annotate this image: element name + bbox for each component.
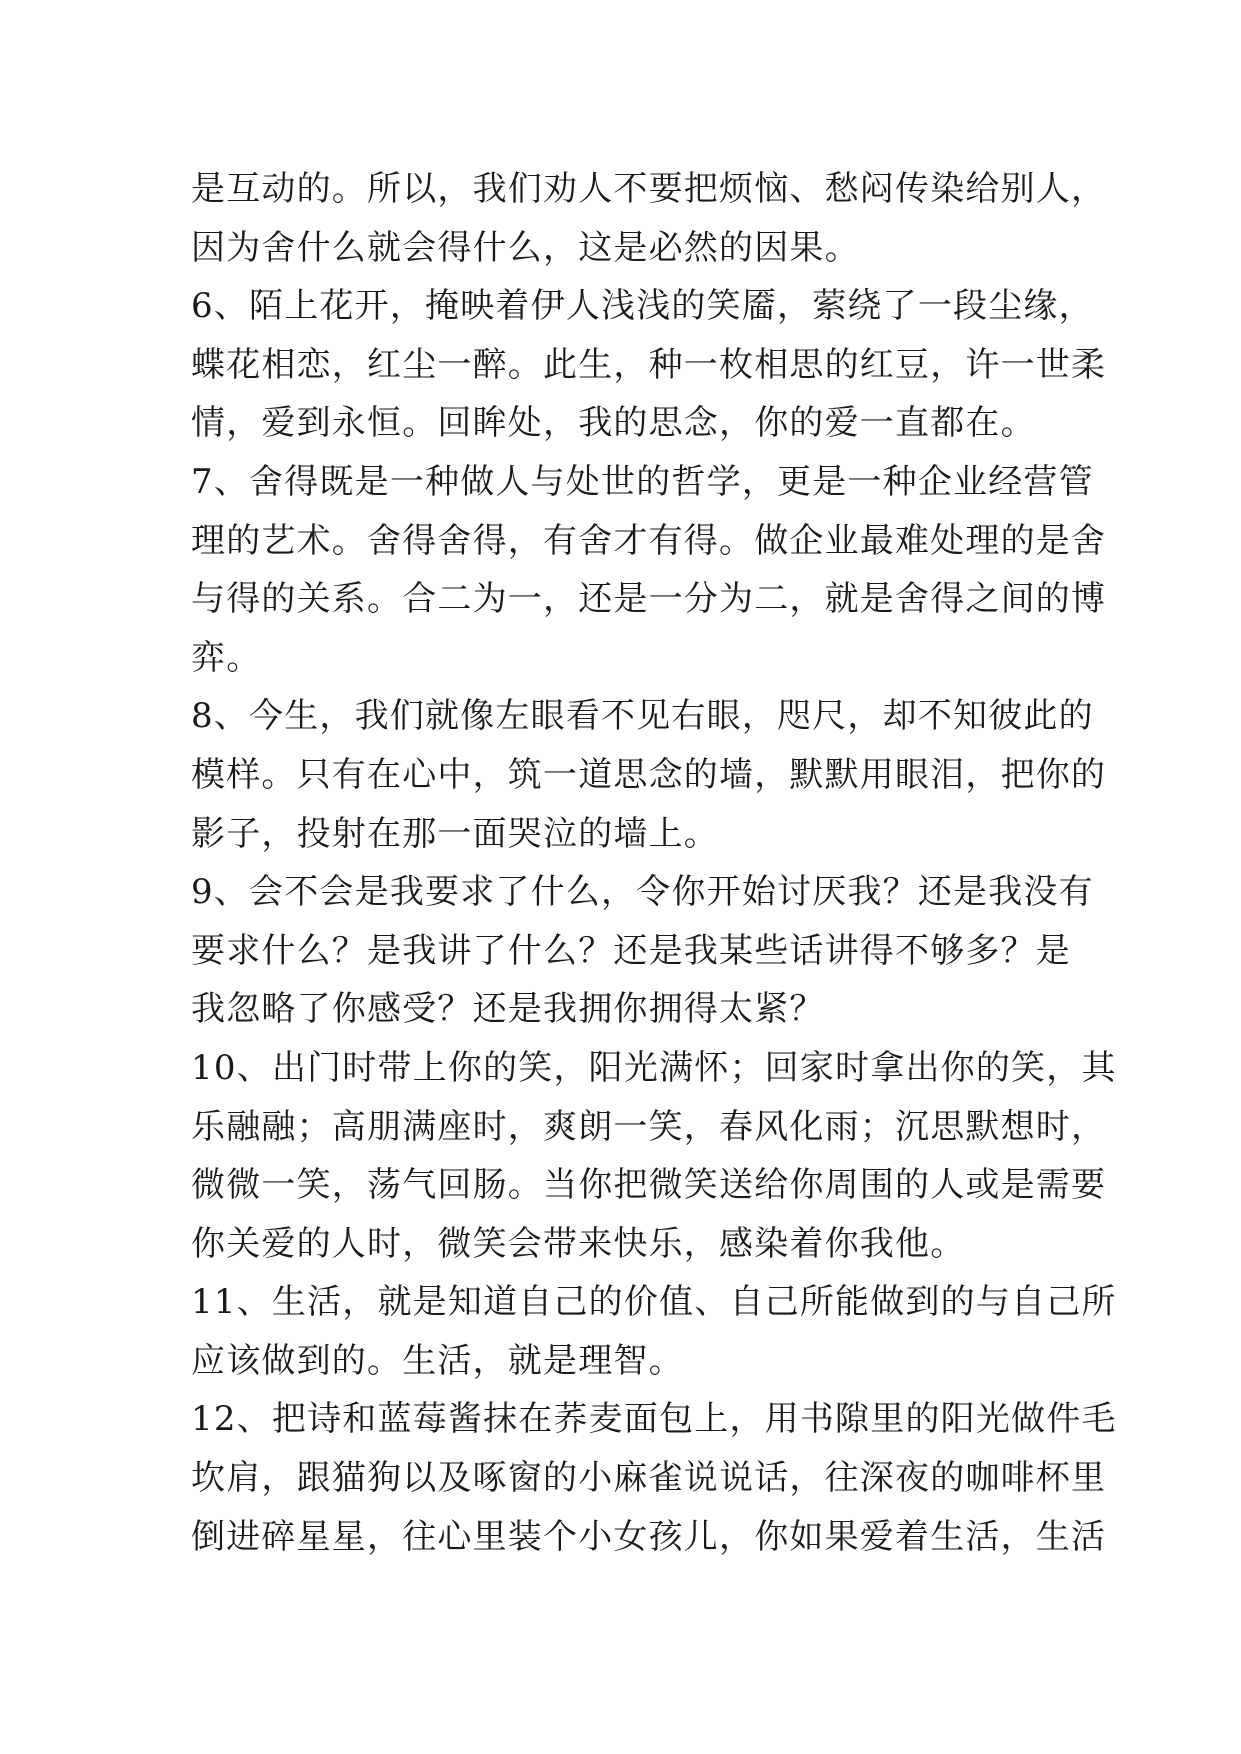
text-line: 8、今生，我们就像左眼看不见右眼，咫尺，却不知彼此的 [191, 696, 1094, 737]
text-line: 6、陌上花开，掩映着伊人浅浅的笑靥，萦绕了一段尘缘， [191, 286, 1094, 327]
text-line: 情，爱到永恒。回眸处，我的思念，你的爱一直都在。 [191, 403, 1036, 444]
text-line: 10、出门时带上你的笑，阳光满怀；回家时拿出你的笑，其 [191, 1047, 1117, 1088]
document-body [191, 160, 1117, 1566]
text-line: 影子，投射在那一面哭泣的墙上。 [191, 813, 719, 854]
text-line: 微微一笑，荡气回肠。当你把微笑送给你周围的人或是需要 [191, 1165, 1107, 1206]
text-line: 9、会不会是我要求了什么，令你开始讨厌我？还是我没有 [191, 872, 1094, 913]
text-line: 倒进碎星星，往心里装个小女孩儿，你如果爱着生活，生活 [191, 1516, 1107, 1557]
text-line: 模样。只有在心中，筑一道思念的墙，默默用眼泪，把你的 [191, 754, 1107, 795]
text-line: 要求什么？是我讲了什么？还是我某些话讲得不够多？是 [191, 930, 1071, 971]
text-line: 蝶花相恋，红尘一醉。此生，种一枚相思的红豆，许一世柔 [191, 344, 1107, 385]
text-line: 因为舍什么就会得什么，这是必然的因果。 [191, 227, 860, 268]
text-line: 12、把诗和蓝莓酱抹在荞麦面包上，用书隙里的阳光做件毛 [191, 1399, 1117, 1440]
text-line: 7、舍得既是一种做人与处世的哲学，更是一种企业经营管 [191, 461, 1094, 502]
text-line: 理的艺术。舍得舍得，有舍才有得。做企业最难处理的是舍 [191, 520, 1107, 561]
text-line: 11、生活，就是知道自己的价值、自己所能做到的与自己所 [191, 1282, 1117, 1323]
text-line: 你关爱的人时，微笑会带来快乐，感染着你我他。 [191, 1223, 966, 1264]
text-line: 坎肩，跟猫狗以及啄窗的小麻雀说说话，往深夜的咖啡杯里 [191, 1458, 1107, 1499]
text-line: 是互动的。所以，我们劝人不要把烦恼、愁闷传染给别人， [191, 169, 1107, 209]
text-line: 与得的关系。合二为一，还是一分为二，就是舍得之间的博 [191, 579, 1107, 620]
text-line: 弈。 [191, 637, 262, 678]
text-line: 乐融融；高朋满座时，爽朗一笑，春风化雨；沉思默想时， [191, 1106, 1107, 1147]
text-line: 我忽略了你感受？还是我拥你拥得太紧？ [191, 989, 825, 1030]
text-line: 应该做到的。生活，就是理智。 [191, 1340, 684, 1381]
